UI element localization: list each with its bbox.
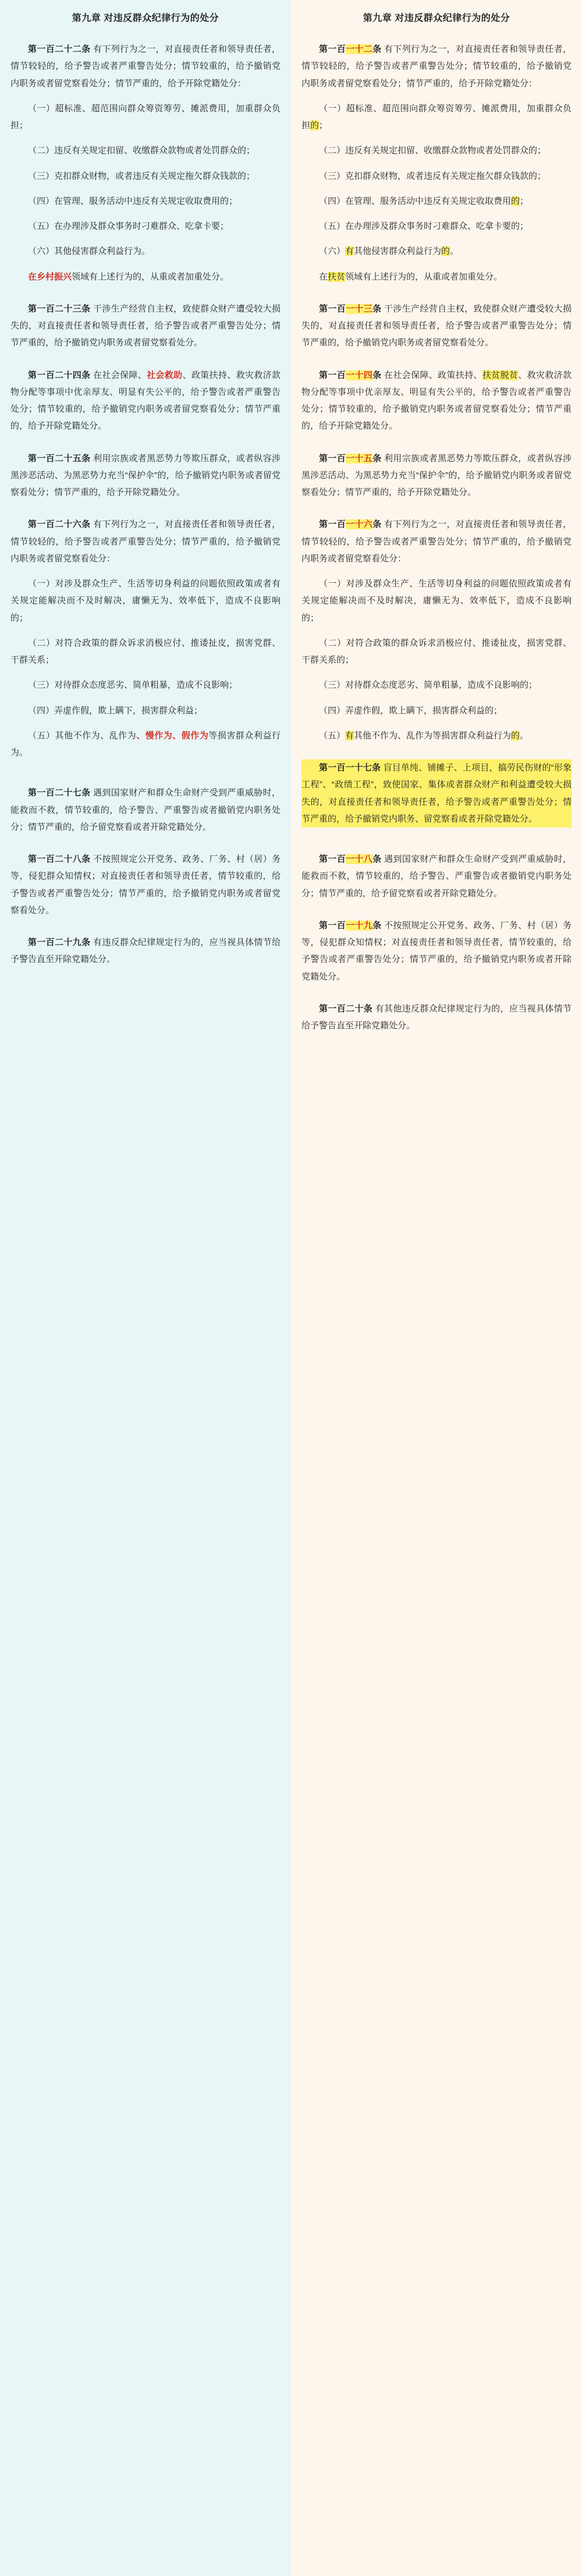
text-span: 遇到国家财产和群众生命财产受到严重威胁时，能救而不救，情节较重的，给予警告、严重警告或者撤销党内职务处分；情节严重的，给予留党察看或者开除党籍处分。: [10, 788, 281, 832]
article-paragraph: [301, 727, 572, 744]
article-paragraph: [10, 193, 281, 210]
text-span: 有下列行为之一，对直接责任者和领导责任者，情节较轻的，给予警告或者严重警告处分；情节严重的，给予撤销党内职务或者留党察看处分：: [10, 519, 281, 564]
text-span: 第一百二十三条: [28, 303, 91, 314]
text-span: 有: [345, 730, 354, 741]
text-span: 有下列行为之一，对直接责任者和领导责任者，情节较轻的，给予警告或者严重警告处分；情节较重的，给予撤销党内职务或者留党察看处分；情节严重的，给予开除党籍处分：: [10, 44, 281, 89]
text-span: 不按照规定公开党务、政务、厂务、村（居）务等，侵犯群众知情权；对直接责任者和领导责任者，情节较重的，给予警告或者严重警告处分；情节严重的，给予撤销党内职务或者留党察看处分。: [10, 854, 281, 915]
article-paragraph: [10, 516, 281, 567]
article-paragraph: [301, 168, 572, 185]
text-span: 干涉生产经营自主权，致使群众财产遭受较大损失的，对直接责任者和领导责任者，给予警告或者严重警告处分；情节严重的，给予撤销党内职务或者留党察看处分。: [10, 303, 281, 348]
text-span: 一十九: [346, 920, 373, 930]
text-span: 第一百: [319, 453, 346, 463]
text-span: （四）弄虚作假，欺上瞒下，损害群众利益的；: [319, 705, 503, 716]
text-span: 第一百二十五条: [28, 453, 91, 463]
article-paragraph: [10, 243, 281, 260]
article-paragraph: [10, 934, 281, 968]
text-span: 的: [441, 246, 450, 257]
text-span: 其他侵害群众利益行为: [354, 246, 442, 257]
article-paragraph: [301, 635, 572, 669]
article-paragraph: [10, 300, 281, 352]
text-span: 利用宗族或者黑恶势力等欺压群众，或者纵容涉黑涉恶活动、为黑恶势力充当“保护伞”的，给予撤销党内职务或者留党察看处分；情节严重的，给予开除党籍处分。: [301, 453, 572, 497]
text-span: 领域有上述行为的，从重或者加重处分。: [72, 271, 229, 282]
text-span: 第一百: [319, 854, 346, 864]
article-paragraph: [301, 218, 572, 235]
text-span: 遇到国家财产和群众生命财产受到严重威胁时，能救而不救，情节较重的，给予警告、严重警告或者撤销党内职务处分；情节严重的，给予留党察看或者开除党籍处分。: [301, 854, 572, 898]
text-span: 第一百二十四条: [28, 370, 91, 380]
article-paragraph: [10, 100, 281, 135]
text-span: 一十五: [346, 453, 373, 463]
article-paragraph: [301, 851, 572, 902]
text-span: 第一百: [319, 519, 346, 530]
text-span: 在社会保障、政策扶持、: [381, 370, 482, 380]
text-span: 条: [372, 370, 382, 380]
article-paragraph: [10, 367, 281, 435]
text-span: 干涉生产经营自主权，致使群众财产遭受较大损失的，对直接责任者和领导责任者，给予警告或者严重警告处分；情节严重的，给予撤销党内职务或者留党察看处分。: [301, 303, 572, 348]
article-paragraph: [10, 168, 281, 185]
text-span: 第一百: [319, 370, 346, 380]
text-span: （四）在管理、服务活动中违反有关规定收取费用: [319, 196, 512, 206]
text-span: （三）克扣群众财物，或者违反有关规定拖欠群众钱款的；: [28, 171, 255, 181]
article-paragraph: [10, 677, 281, 693]
article-paragraph: [10, 268, 281, 285]
text-span: 第一百: [319, 920, 346, 930]
article-paragraph: [10, 41, 281, 92]
article-paragraph: [301, 759, 572, 827]
text-span: （五）: [319, 730, 346, 741]
text-span: 。: [450, 246, 459, 257]
text-span: 、政策扶持、救灾救济款物分配等事项中优亲厚友、明显有失公平的，给予警告或者严重警告处分；情节较重的，给予撤销党内职务或者留党察看处分；情节严重的，给予开除党籍处分。: [10, 370, 281, 431]
text-span: （三）克扣群众财物，或者违反有关规定拖欠群众钱款的；: [319, 171, 546, 181]
text-span: （五）其他不作为、乱作为: [28, 730, 137, 741]
article-paragraph: [10, 784, 281, 836]
text-span: （一）对涉及群众生产、生活等切身利益的问题依照政策或者有关规定能解决而不及时解决，庸懒无为、效率低下，造成不良影响的；: [301, 579, 572, 623]
article-paragraph: [301, 142, 572, 159]
text-span: 的: [511, 730, 520, 741]
text-span: 第一百二十二条: [28, 44, 91, 54]
text-span: 的: [511, 196, 520, 206]
article-paragraph: [301, 677, 572, 693]
text-span: ；: [520, 196, 529, 206]
text-span: 不按照规定公开党务、政务、厂务、村（居）务等，侵犯群众知情权；对直接责任者和领导责任者，情节较重的，给予警告或者严重警告处分；情节严重的，给予撤销党内职务或者开除党籍处分。: [301, 920, 572, 982]
text-span: 。: [520, 730, 529, 741]
text-span: （一）超标准、超范围向群众筹资筹劳、摊派费用，加重群众负担；: [10, 103, 281, 130]
article-paragraph: [10, 727, 281, 762]
article-paragraph: [10, 851, 281, 919]
text-span: 条: [372, 453, 382, 463]
article-paragraph: [10, 635, 281, 669]
text-span: 条: [372, 854, 382, 864]
text-span: （五）在办理涉及群众事务时刁难群众、吃拿卡要；: [28, 221, 229, 231]
text-span: 第一百一十七条: [319, 763, 381, 773]
text-span: （二）违反有关规定扣留、收缴群众款物或者处罚群众的；: [28, 146, 255, 156]
text-span: ；: [319, 121, 328, 130]
text-span: 有下列行为之一，对直接责任者和领导责任者，情节较轻的，给予警告或者严重警告处分；情节严重的，给予撤销党内职务或者留党察看处分：: [301, 519, 572, 564]
column-right-old-version: [291, 0, 582, 2576]
article-paragraph: [10, 575, 281, 627]
article-paragraph: [301, 516, 572, 567]
article-paragraph: [10, 142, 281, 159]
text-span: 扶贫: [328, 271, 346, 282]
chapter-title-left: 第九章 对违反群众纪律行为的处分: [72, 13, 219, 23]
text-span: 在社会保障、: [90, 370, 147, 380]
text-span: （六）其他侵害群众利益行为。: [28, 246, 151, 257]
text-span: 条: [372, 44, 382, 54]
article-paragraph: [301, 702, 572, 719]
text-span: 一十二: [346, 44, 373, 54]
text-span: 有下列行为之一，对直接责任者和领导责任者，情节较轻的，给予警告或者严重警告处分；情节较重的，给予撤销党内职务或者留党察看处分；情节严重的，给予开除党籍处分：: [301, 44, 572, 89]
text-span: （五）在办理涉及群众事务时刁难群众、吃拿卡要的；: [319, 221, 529, 231]
text-span: 盲目单纯、铺摊子、上项目，搞劳民伤财的“形象工程”、“政绩工程”，致使国家、集体或者群众财产和利益遭受较大损失的，对直接责任者和领导责任者，给予警告或者严重警告处分；情节严重的，给予撤销党内职务、留党察看或者开除党籍处分。: [301, 763, 572, 824]
article-paragraph: [301, 268, 572, 285]
text-span: 有: [345, 246, 354, 257]
text-span: 领域有上述行为的，从重或者加重处分。: [345, 271, 503, 282]
text-span: 利用宗族或者黑恶势力等欺压群众，或者纵容涉黑涉恶活动、为黑恶势力充当“保护伞”的，给予撤销党内职务或者留党察看处分；情节严重的，给予开除党籍处分。: [10, 453, 281, 497]
text-span: 一十八: [346, 854, 373, 864]
text-span: 在: [319, 271, 328, 282]
article-paragraph: [301, 575, 572, 627]
article-paragraph: [301, 193, 572, 210]
text-span: （三）对待群众态度恶劣、简单粗暴，造成不良影响；: [28, 680, 238, 691]
text-span: （四）弄虚作假，欺上瞒下，损害群众利益；: [28, 705, 203, 716]
article-paragraph: [10, 450, 281, 501]
text-span: 其他不作为、乱作为等损害群众利益行为: [354, 730, 512, 741]
article-paragraph: [301, 367, 572, 435]
text-span: 扶贫脱贫: [482, 370, 519, 380]
text-span: （一）对涉及群众生产、生活等切身利益的问题依照政策或者有关规定能解决而不及时解决，庸懒无为、效率低下，造成不良影响的；: [10, 579, 281, 623]
text-span: 第一百二十六条: [28, 519, 91, 530]
article-paragraph: [301, 1000, 572, 1035]
article-paragraph: [301, 917, 572, 985]
text-span: 条: [372, 303, 382, 314]
text-span: 一十四: [346, 370, 373, 380]
text-span: 、救灾救济款物分配等事项中优亲厚友、明显有失公平的，给予警告或者严重警告处分；情节较重的，给予撤销党内职务或者留党察看处分；情节严重的，给予开除党籍处分。: [301, 370, 572, 431]
text-span: （二）对符合政策的群众诉求消极应付、推诿扯皮，损害党群、干群关系的；: [301, 638, 572, 665]
text-span: 、慢作为、假作为: [136, 730, 209, 741]
text-span: 在乡村振兴: [28, 271, 72, 282]
text-span: 第一百二十七条: [28, 788, 91, 798]
text-span: 有违反群众纪律规定行为的，应当视具体情节给予警告直至开除党籍处分。: [10, 937, 281, 965]
text-span: （四）在管理、服务活动中违反有关规定收取费用的；: [28, 196, 238, 206]
text-span: 一十六: [346, 519, 373, 530]
text-span: 社会救助: [147, 370, 183, 380]
article-list-left: [10, 41, 281, 968]
article-paragraph: [301, 450, 572, 501]
text-span: 有其他违反群众纪律规定行为的，应当视具体情节给予警告直至开除党籍处分。: [301, 1003, 572, 1031]
article-list-right: [301, 41, 572, 1034]
article-paragraph: [10, 702, 281, 719]
article-paragraph: [301, 41, 572, 92]
chapter-title-right: 第九章 对违反群众纪律行为的处分: [363, 13, 510, 23]
text-span: 的: [310, 121, 320, 130]
text-span: 第一百二十八条: [28, 854, 91, 864]
text-span: 一十三: [346, 303, 373, 314]
text-span: 第一百二十条: [319, 1003, 373, 1014]
article-paragraph: [301, 243, 572, 260]
text-span: 第一百: [319, 303, 346, 314]
text-span: （二）违反有关规定扣留、收缴群众款物或者处罚群众的；: [319, 146, 546, 156]
text-span: （二）对符合政策的群众诉求消极应付、推诿扯皮，损害党群、干群关系；: [10, 638, 281, 665]
text-span: 第一百: [319, 44, 346, 54]
article-paragraph: [10, 218, 281, 235]
article-paragraph: [301, 100, 572, 135]
text-span: （六）: [319, 246, 346, 257]
text-span: 等损害群众利益行为。: [10, 730, 281, 758]
text-span: （一）超标准、超范围向群众筹资筹劳、摊派费用，加重群众负担: [301, 103, 572, 130]
text-span: 条: [372, 920, 382, 930]
text-span: 第一百二十九条: [28, 937, 91, 947]
text-span: （三）对待群众态度恶劣、简单粗暴，造成不良影响的；: [319, 680, 538, 691]
article-paragraph: [301, 300, 572, 352]
text-span: 条: [372, 519, 382, 530]
